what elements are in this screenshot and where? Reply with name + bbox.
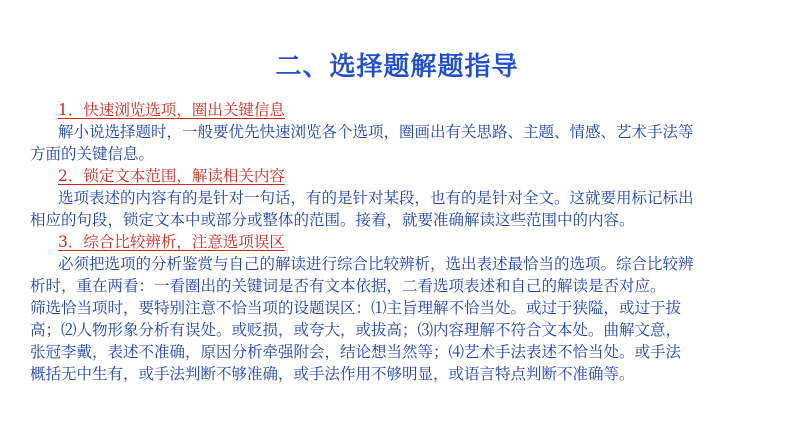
section-2-line-2: 相应的句段，锁定文本中或部分或整体的范围。接着，就要准确解读这些范围中的内容。	[30, 211, 635, 229]
section-1-line-1: 解小说选择题时，一般要优先快速浏览各个选项，圈画出有关思路、主题、情感、艺术手法等	[58, 123, 694, 141]
section-heading-1: 1．快速浏览选项，圈出关键信息	[58, 101, 285, 119]
section-3-line-2: 析时，重在两看：一看圈出的关键词是否有文本依据，二看选项表述和自己的解读是否对应。	[30, 277, 666, 295]
section-3-line-4: 高；⑵人物形象分析有误处。或贬损，或夸大，或拔高；⑶内容理解不符合文本处。曲解文意，	[30, 321, 682, 339]
section-3-line-1: 必须把选项的分析鉴赏与自己的解读进行综合比较辨析，选出表述最恰当的选项。综合比较辨	[58, 255, 694, 273]
section-2-line-1: 选项表述的内容有的是针对一句话，有的是针对某段，也有的是针对全文。这就要用标记标出	[58, 189, 694, 207]
section-3-line-5: 张冠李戴，表述不准确，原因分析牵强附会，结论想当然等；⑷艺术手法表述不恰当处。或手法	[30, 343, 682, 361]
section-heading-2: 2．锁定文本范围，解读相关内容	[58, 167, 285, 185]
section-3-line-6: 概括无中生有，或手法判断不够准确，或手法作用不够明显，或语言特点判断不准确等。	[30, 365, 635, 383]
content-body	[30, 99, 770, 385]
page-title: 二、选择题解题指导	[275, 52, 519, 82]
section-heading-3: 3．综合比较辨析，注意选项误区	[58, 233, 285, 251]
section-3-line-3: 筛选恰当项时，要特别注意不恰当项的设题误区：⑴主旨理解不恰当处。或过于狭隘，或过于拔	[30, 299, 682, 317]
section-1-line-2: 方面的关键信息。	[30, 145, 155, 163]
